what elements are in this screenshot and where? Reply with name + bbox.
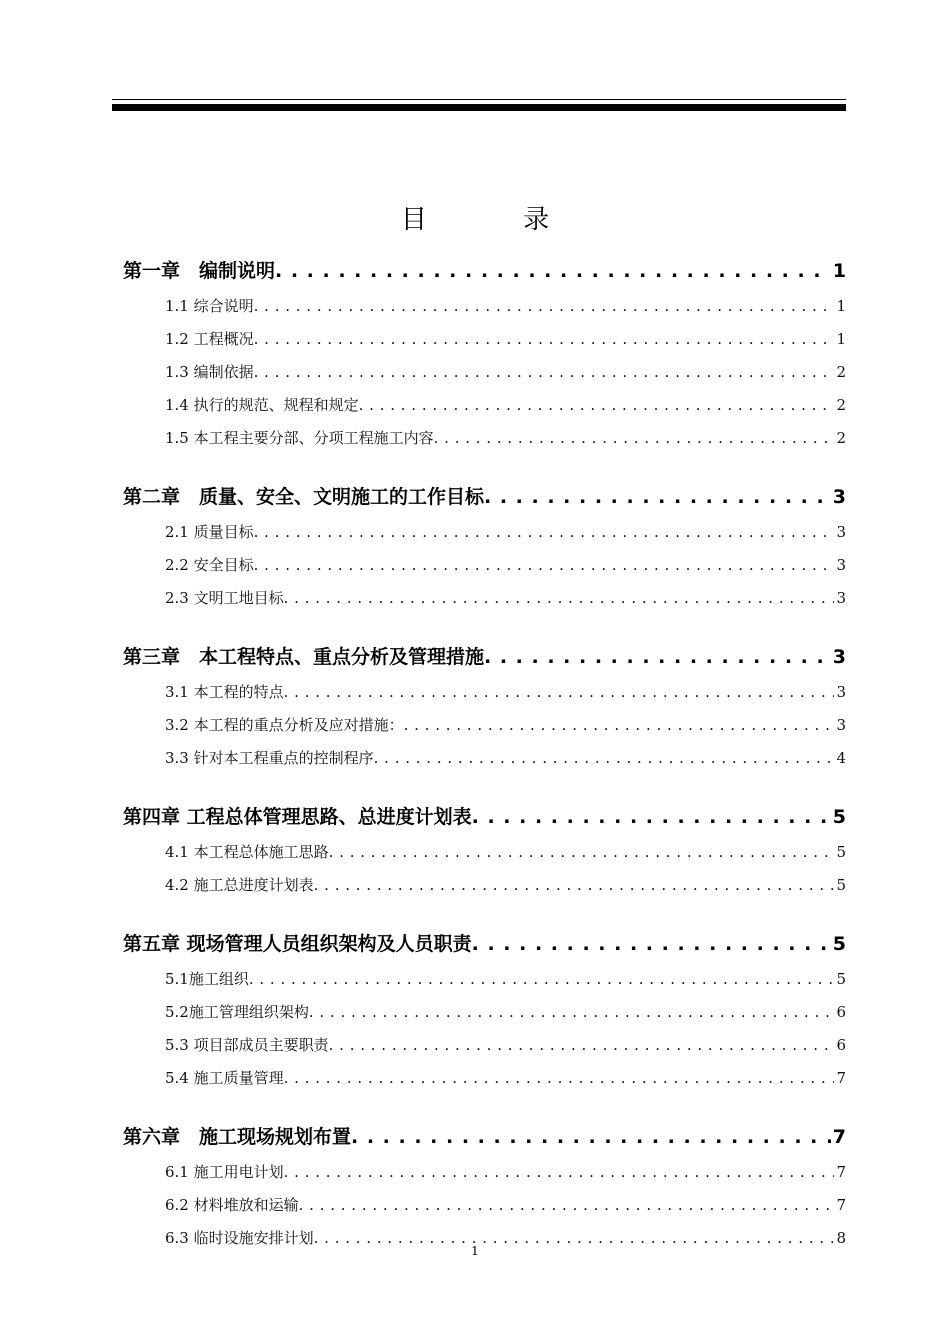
toc-dot-leader	[284, 1062, 835, 1095]
toc-chapter-entry[interactable]	[123, 252, 846, 290]
toc-dot-leader	[284, 582, 835, 615]
toc-dot-leader	[484, 638, 831, 676]
toc-dot-leader	[374, 742, 835, 775]
toc-dot-leader	[254, 323, 835, 356]
toc-dot-leader	[254, 290, 835, 323]
toc-entry-title: 4.1 本工程总体施工思路	[165, 843, 329, 861]
toc-dot-leader	[329, 1029, 835, 1062]
toc-dot-leader	[329, 836, 835, 869]
toc-entry-title: 5.2施工管理组织架构	[165, 1003, 309, 1021]
toc-dot-leader	[254, 516, 835, 549]
toc-entry-title: 第二章 质量、安全、文明施工的工作目标	[123, 486, 485, 508]
toc-section-entry[interactable]	[123, 1156, 846, 1189]
toc-page-number: 5	[832, 806, 846, 828]
toc-page-number: 3	[836, 589, 846, 607]
toc-entry-title: 1.2 工程概况	[165, 330, 254, 348]
toc-entry-title: 第五章 现场管理人员组织架构及人员职责	[123, 933, 472, 955]
toc-section-entry[interactable]	[123, 963, 846, 996]
toc-page-number: 1	[836, 297, 846, 315]
toc-page-number: 4	[836, 749, 846, 767]
toc-dot-leader	[434, 422, 835, 455]
toc-page-number: 2	[836, 396, 846, 414]
toc-page-number: 3	[836, 556, 846, 574]
toc-page-number: 2	[836, 363, 846, 381]
toc-chapter-entry[interactable]	[123, 478, 846, 516]
toc-section-entry[interactable]	[123, 996, 846, 1029]
toc-dot-leader	[309, 996, 835, 1029]
toc-page-number: 3	[832, 486, 846, 508]
toc-entry-title: 5.3 项目部成员主要职责	[165, 1036, 329, 1054]
toc-entry-title: 2.2 安全目标	[165, 556, 254, 574]
toc-dot-leader	[404, 709, 835, 742]
toc-entry-title: 1.4 执行的规范、规程和规定	[165, 396, 359, 414]
toc-dot-leader	[254, 549, 835, 582]
toc-section-entry[interactable]	[123, 869, 846, 902]
toc-section-entry[interactable]	[123, 1029, 846, 1062]
toc-section-entry[interactable]	[123, 709, 846, 742]
toc-section-entry[interactable]	[123, 676, 846, 709]
toc-entry-title: 6.3 临时设施安排计划	[165, 1229, 314, 1247]
toc-page-number: 1	[832, 260, 846, 282]
toc-entry-title: 第六章 施工现场规划布置	[123, 1126, 352, 1148]
toc-section-entry[interactable]	[123, 582, 846, 615]
toc-entry-title: 5.4 施工质量管理	[165, 1069, 284, 1087]
toc-page-number: 7	[832, 1126, 846, 1148]
toc-page-number: 3	[832, 646, 846, 668]
toc-page-number: 7	[836, 1196, 846, 1214]
toc-section-entry[interactable]	[123, 1062, 846, 1095]
toc-page-number: 2	[836, 429, 846, 447]
toc-entry-title: 3.2 本工程的重点分析及应对措施：	[165, 716, 404, 734]
toc-page-number: 7	[836, 1069, 846, 1087]
toc-entry-title: 5.1施工组织	[165, 970, 249, 988]
toc-entry-title: 1.3 编制依据	[165, 363, 254, 381]
toc-dot-leader	[299, 1189, 835, 1222]
toc-page-number: 5	[832, 933, 846, 955]
header-rule-thin	[112, 99, 846, 100]
toc-section-entry[interactable]	[123, 1189, 846, 1222]
toc-title: 目 录	[400, 205, 594, 235]
footer-page-number: 1	[471, 1244, 479, 1258]
toc-dot-leader	[314, 869, 835, 902]
toc-dot-leader	[472, 798, 831, 836]
toc-dot-leader	[254, 356, 835, 389]
toc-dot-leader	[359, 389, 835, 422]
toc-section-entry[interactable]	[123, 549, 846, 582]
toc-section-entry[interactable]	[123, 422, 846, 455]
toc-entry-title: 6.2 材料堆放和运输	[165, 1196, 299, 1214]
toc-page-number: 6	[836, 1003, 846, 1021]
toc-dot-leader	[472, 925, 831, 963]
toc-entry-title: 6.1 施工用电计划	[165, 1163, 284, 1181]
toc-section-entry[interactable]	[123, 290, 846, 323]
header-rule-thick	[112, 104, 846, 111]
toc-entry-title: 1.1 综合说明	[165, 297, 254, 315]
toc-chapter-entry[interactable]	[123, 925, 846, 963]
toc-dot-leader	[275, 252, 831, 290]
toc-entry-title: 1.5 本工程主要分部、分项工程施工内容	[165, 429, 434, 447]
toc-entry-title: 2.1 质量目标	[165, 523, 254, 541]
toc-section-entry[interactable]	[123, 516, 846, 549]
toc-page-number: 1	[836, 330, 846, 348]
toc-page-number: 5	[836, 970, 846, 988]
toc-section-entry[interactable]	[123, 323, 846, 356]
toc-section-entry[interactable]	[123, 836, 846, 869]
toc-entry-title: 第四章 工程总体管理思路、总进度计划表	[123, 806, 472, 828]
toc-section-entry[interactable]	[123, 389, 846, 422]
toc-dot-leader	[484, 478, 831, 516]
toc-page-number: 5	[836, 843, 846, 861]
toc-chapter-entry[interactable]	[123, 798, 846, 836]
toc-dot-leader	[284, 1156, 835, 1189]
toc-entry-title: 3.3 针对本工程重点的控制程序	[165, 749, 374, 767]
toc-page-number: 7	[836, 1163, 846, 1181]
toc-dot-leader	[249, 963, 835, 996]
toc-page-number: 3	[836, 716, 846, 734]
toc-chapter-entry[interactable]	[123, 638, 846, 676]
toc-section-entry[interactable]	[123, 356, 846, 389]
toc-page-number: 8	[836, 1229, 846, 1247]
toc-entry-title: 2.3 文明工地目标	[165, 589, 284, 607]
toc-entry-title: 4.2 施工总进度计划表	[165, 876, 314, 894]
toc-entry-title: 第三章 本工程特点、重点分析及管理措施	[123, 646, 485, 668]
toc-page-number: 5	[836, 876, 846, 894]
toc-page-number: 6	[836, 1036, 846, 1054]
toc-entry-title: 第一章 编制说明	[123, 260, 276, 282]
toc-dot-leader	[284, 676, 835, 709]
toc-dot-leader	[351, 1118, 831, 1156]
toc-entry-title: 3.1 本工程的特点	[165, 683, 284, 701]
toc-page-number: 3	[836, 683, 846, 701]
toc-section-entry[interactable]	[123, 742, 846, 775]
toc-page-number: 3	[836, 523, 846, 541]
toc-chapter-entry[interactable]	[123, 1118, 846, 1156]
table-of-contents	[123, 252, 846, 1255]
